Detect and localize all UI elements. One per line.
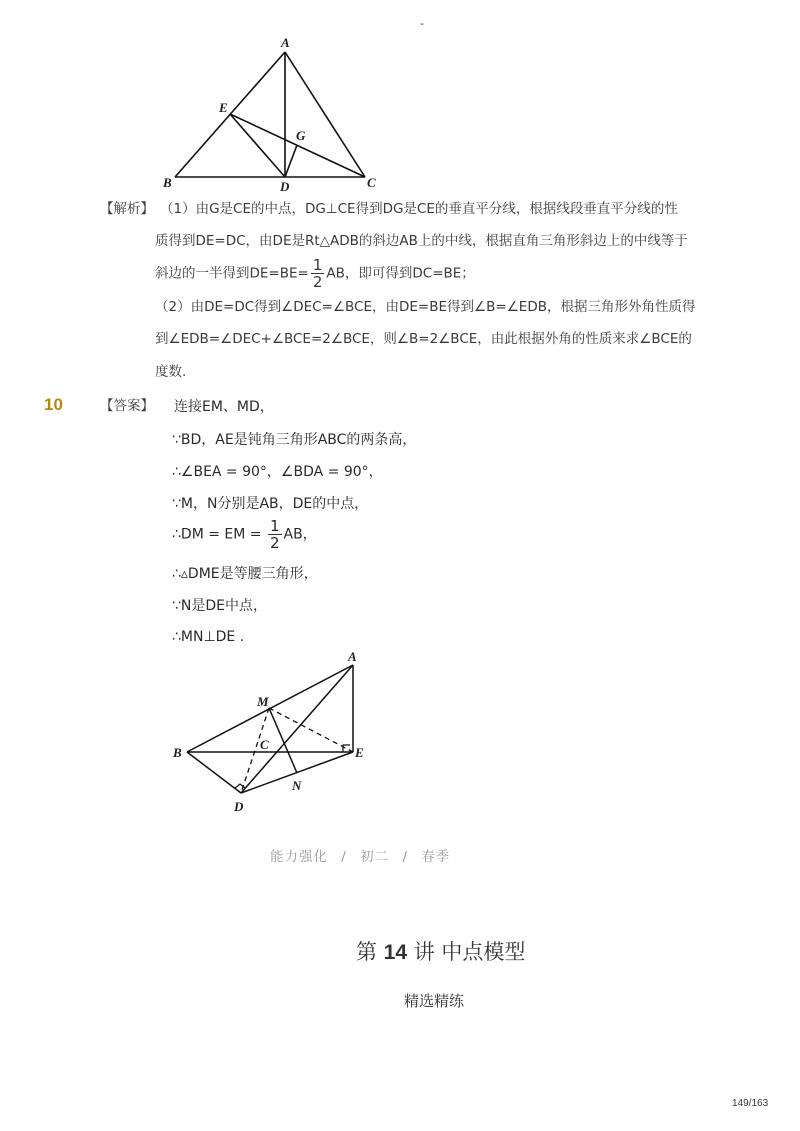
analysis-line-3-post: AB，即可得到DC=BE； [326, 265, 475, 282]
answer-line-5-pre: ∴DM = EM = [172, 526, 266, 543]
answer-line-4: ∵M，N分别是AB，DE的中点， [172, 496, 369, 512]
label-N: N [292, 778, 302, 793]
season: 春季 [421, 849, 451, 865]
answer-line-3: ∴∠BEA = 90°，∠BDA = 90°， [172, 464, 383, 480]
segment-DG [285, 145, 297, 177]
segment-MN [269, 708, 297, 773]
course-name: 能力强化 [270, 849, 328, 865]
title-prefix: 第 [356, 940, 377, 964]
question-number: 10 [44, 395, 63, 414]
triangle-figure-2 [165, 645, 380, 815]
fraction-numerator-2: 1 [269, 517, 280, 535]
segment-AD [241, 665, 353, 793]
answer-line-6: ∴▵DME是等腰三角形， [172, 566, 318, 582]
label-A: A [281, 35, 290, 50]
answer-line-5 [172, 518, 317, 551]
analysis-line-6: 度数. [155, 364, 187, 380]
label-B: B [173, 745, 182, 760]
analysis-line-1: （1）由G是CE的中点，DG⊥CE得到DG是CE的垂直平分线，根据线段垂直平分线的性 [160, 201, 678, 217]
analysis-line-2: 质得到DE=DC，由DE是Rt△ADB的斜边AB上的中线，根据直角三角形斜边上的中线等于 [155, 233, 688, 249]
fraction-denominator: 2 [312, 273, 323, 291]
answer-line-2: ∵BD，AE是钝角三角形ABC的两条高， [172, 432, 417, 448]
analysis-tag: 【解析】 [100, 201, 154, 217]
analysis-line-3-pre: 斜边的一半得到DE=BE= [155, 265, 309, 282]
separator-2: / [402, 849, 409, 865]
label-E: E [355, 745, 364, 760]
lecture-title [356, 936, 525, 966]
grade: 初二 [360, 849, 390, 865]
answer-line-7: ∵N是DE中点， [172, 598, 268, 614]
page-number: 149/163 [732, 1098, 769, 1109]
segment-ED [230, 114, 285, 177]
label-C: C [367, 175, 376, 190]
label-A: A [348, 649, 357, 664]
course-tag [270, 845, 450, 865]
fraction-half-2 [268, 518, 282, 551]
answer-line-5-post: AB， [283, 526, 317, 543]
label-C: C [260, 737, 269, 752]
label-D: D [234, 799, 244, 814]
right-angle-E [343, 745, 350, 752]
triangle-figure-1 [155, 32, 395, 197]
analysis-line-5: 到∠EDB=∠DEC+∠BCE=2∠BCE，则∠B=2∠BCE，由此根据外角的性质来求∠BCE的 [155, 331, 692, 347]
segment-BD [187, 752, 241, 793]
separator-1: / [341, 849, 347, 865]
title-number: 14 [383, 941, 408, 964]
fraction-half [311, 257, 325, 290]
title-text: 讲 中点模型 [413, 940, 526, 964]
header-mark: - [420, 17, 424, 30]
answer-line-8: ∴MN⊥DE . [172, 629, 245, 645]
analysis-line-3 [155, 257, 475, 290]
label-B: B [163, 175, 172, 190]
segment-ME-dashed [269, 708, 353, 752]
label-D: D [280, 179, 290, 194]
section-subtitle: 精选精练 [404, 992, 465, 1010]
label-E: E [219, 100, 228, 115]
analysis-line-4: （2）由DE=DC得到∠DEC=∠BCE，由DE=BE得到∠B=∠EDB，根据三角形外角性质得 [155, 299, 696, 315]
answer-line-1: 连接EM、MD， [174, 399, 274, 415]
label-G: G [296, 128, 306, 143]
fraction-denominator-2: 2 [269, 534, 280, 552]
label-M: M [257, 694, 269, 709]
answer-tag: 【答案】 [100, 398, 154, 414]
fraction-numerator: 1 [312, 256, 323, 274]
